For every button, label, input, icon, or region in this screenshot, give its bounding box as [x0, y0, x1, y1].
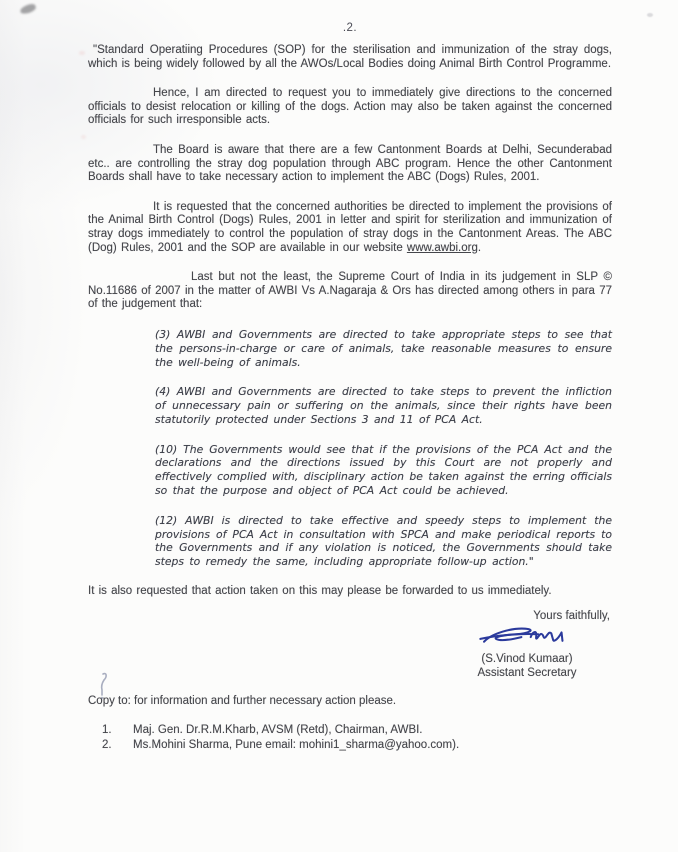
copy-to-item-text: Ms.Mohini Sharma, Pune email: mohini1_sharma@yahoo.com).	[133, 738, 460, 751]
judgement-quote-12: (12) AWBI is directed to take effective and speedy steps to implement the provisions of PCA Act in consultation with SPCA and make periodical reports to the Governments and if any violation is noticed, the Governments should take steps to remedy the same, including appropriate follow-up action."	[155, 513, 612, 569]
paragraph-supreme-court: Last but not the least, the Supreme Court of India in its judgement in SLP © No.11686 of 2007 in the matter of AWBI Vs A.Nagaraja & Ors has directed among others in para 77 of the judgement that:	[88, 271, 612, 311]
copy-to-item-number: 1.	[102, 723, 112, 736]
signature-block	[442, 609, 612, 680]
copy-to-item	[88, 738, 612, 753]
copy-to-heading: Copy to: for information and further necessary action please.	[88, 694, 397, 707]
awbi-website-link[interactable]: www.awbi.org	[406, 241, 478, 254]
scan-speck-pink-1	[79, 51, 85, 55]
paragraph-sop: "Standard Operatiing Procedures (SOP) for the sterilisation and immunization of the stray dogs, which is being widely followed by all the AWOs/Local Bodies doing Animal Birth Control Programme.	[88, 44, 612, 70]
paragraph-directions: Hence, I am directed to request you to immediately give directions to the concerned officials to desist relocation or killing of the dogs. Action may also be taken against the concerned officials for such irresponsible acts.	[88, 87, 612, 127]
paragraph-abc-rules	[88, 201, 612, 255]
paragraph-abc-rules-text: It is requested that the concerned authorities be directed to implement the provisions of the Animal Birth Control (Dogs) Rules, 2001 in letter and spirit for sterilization and immunization of stray dogs immediately to control the population of stray dogs in the Cantonment Areas. The ABC (Dog) Rules, 2001 and the SOP are available in our website	[88, 200, 612, 254]
copy-to-item-number: 2.	[102, 738, 112, 751]
signatory-title: Assistant Secretary	[477, 666, 577, 679]
paragraph-cantonment-boards: The Board is aware that there are a few Cantonment Boards at Delhi, Secunderabad etc.. are controlling the stray dog population through ABC program. Hence the other Cantonment Boards shall have to take necessary action to implement the ABC (Dogs) Rules, 2001.	[88, 143, 612, 184]
valediction: Yours faithfully,	[533, 609, 610, 622]
scan-speck-pink-2	[81, 135, 86, 139]
judgement-quote-10: (10) The Governments would see that if the provisions of the PCA Act and the declarations and the directions issued by this Court are not properly and effectively complied with, disciplinary action be taken against the erring officials so that the purpose and object of PCA Act could be achieved.	[155, 442, 612, 498]
signature-ink-icon	[475, 624, 579, 652]
copy-to-item	[88, 723, 612, 738]
scan-smudge-top-left	[19, 3, 37, 16]
paragraph-closing-request: It is also requested that action taken on this may please be forwarded to us immediately.	[88, 585, 552, 598]
paragraph-abc-rules-period: .	[477, 241, 482, 254]
signatory-name: (S.Vinod Kumaar)	[481, 652, 573, 665]
judgement-quote-4: (4) AWBI and Governments are directed to take steps to prevent the infliction of unnecessary pain or suffering on the animals, since their rights have been statutorily protected under Sections 3 and 11 of PCA Act.	[155, 385, 612, 426]
copy-to-section	[88, 694, 612, 753]
judgement-quote-3: (3) AWBI and Governments are directed to take appropriate steps to see that the persons-in-charge or care of animals, take reasonable measures to ensure the well-being of animals.	[155, 327, 612, 369]
copy-to-item-text: Maj. Gen. Dr.R.M.Kharb, AVSM (Retd), Chairman, AWBI.	[133, 723, 423, 736]
letter-body	[88, 22, 612, 753]
scan-speck-top-right	[647, 13, 653, 17]
page-number: .2.	[342, 22, 358, 34]
